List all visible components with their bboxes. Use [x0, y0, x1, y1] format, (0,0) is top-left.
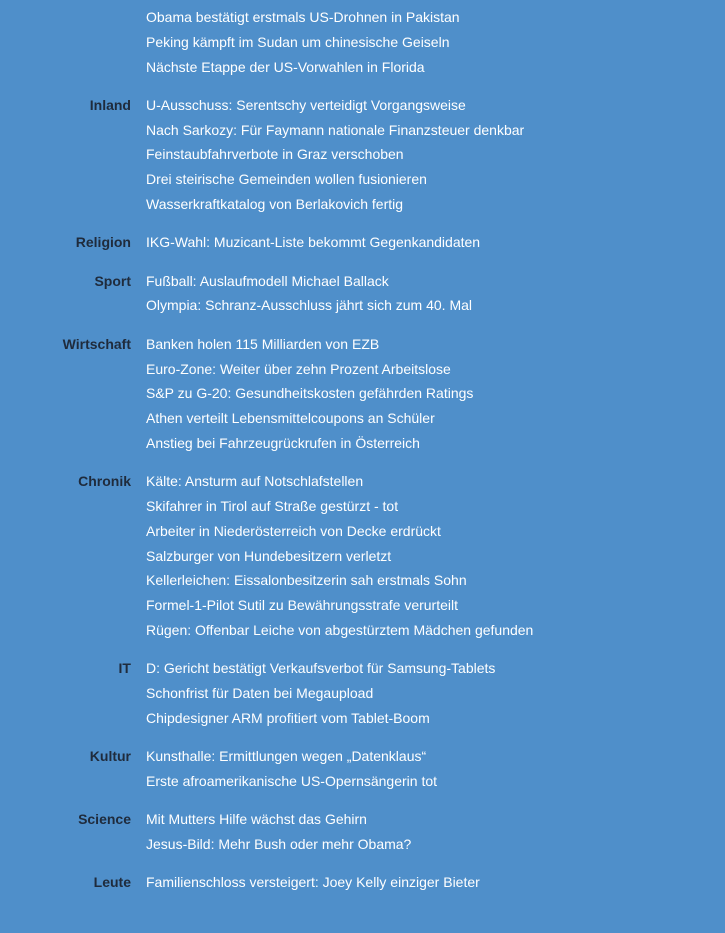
headline-list [146, 870, 725, 895]
news-section [0, 807, 725, 857]
news-section [0, 230, 725, 255]
headline-link[interactable]: Peking kämpft im Sudan um chinesische Geiseln [146, 33, 450, 50]
headline-link[interactable]: Jesus-Bild: Mehr Bush oder mehr Obama? [146, 836, 412, 853]
headline-link[interactable]: Salzburger von Hundebesitzern verletzt [146, 547, 392, 564]
headline-link[interactable]: Drei steirische Gemeinden wollen fusionieren [146, 171, 427, 188]
headline-list [146, 93, 725, 217]
headline-link[interactable]: Rügen: Offenbar Leiche von abgestürztem Mädchen gefunden [146, 622, 534, 639]
section-category-label: Religion [75, 234, 131, 251]
headline-list [146, 5, 725, 79]
headline-link[interactable]: Skifahrer in Tirol auf Straße gestürzt - tot [146, 498, 399, 515]
headline-link[interactable]: Nach Sarkozy: Für Faymann nationale Finanzsteuer denkbar [146, 121, 525, 138]
headline-list [146, 656, 725, 730]
headline-link[interactable]: Familienschloss versteigert: Joey Kelly einziger Bieter [146, 874, 480, 891]
news-section [0, 93, 725, 217]
headline-link[interactable]: Erste afroamerikanische US-Opernsängerin tot [146, 773, 438, 790]
section-category-label: Kultur [89, 748, 131, 765]
headline-link[interactable]: Arbeiter in Niederösterreich von Decke erdrückt [146, 522, 441, 539]
headline-link[interactable]: Wasserkraftkatalog von Berlakovich fertig [146, 196, 404, 213]
headline-link[interactable]: Chipdesigner ARM profitiert vom Tablet-Boom [146, 709, 430, 726]
headline-link[interactable]: Anstieg bei Fahrzeugrückrufen in Österreich [146, 434, 420, 451]
headline-link[interactable]: Kälte: Ansturm auf Notschlafstellen [146, 473, 364, 490]
section-category-label: Chronik [78, 473, 131, 490]
headline-link[interactable]: Kellerleichen: Eissalonbesitzerin sah erstmals Sohn [146, 572, 467, 589]
section-category-label: Sport [94, 272, 131, 289]
section-category-label: Leute [93, 874, 131, 891]
news-section [0, 469, 725, 643]
headline-link[interactable]: Kunsthalle: Ermittlungen wegen „Datenklaus“ [146, 748, 427, 765]
headline-link[interactable]: Schonfrist für Daten bei Megaupload [146, 685, 374, 702]
headline-list [146, 269, 725, 319]
headline-link[interactable]: Banken holen 115 Milliarden von EZB [146, 335, 380, 352]
section-category-label [0, 5, 131, 30]
news-section [0, 870, 725, 895]
headline-link[interactable]: Obama bestätigt erstmals US-Drohnen in Pakistan [146, 9, 460, 25]
headline-link[interactable]: Fußball: Auslaufmodell Michael Ballack [146, 272, 389, 289]
headline-list [146, 744, 725, 794]
headline-link[interactable]: Formel-1-Pilot Sutil zu Bewährungsstrafe verurteilt [146, 597, 459, 614]
headline-link[interactable]: S&P zu G-20: Gesundheitskosten gefährden Ratings [146, 385, 474, 402]
section-category-label: Science [78, 811, 131, 828]
headline-link[interactable]: D: Gericht bestätigt Verkaufsverbot für Samsung-Tablets [146, 660, 496, 677]
headline-list [146, 807, 725, 857]
headline-link[interactable]: Olympia: Schranz-Ausschluss jährt sich zum 40. Mal [146, 297, 472, 314]
headline-link[interactable]: Feinstaubfahrverbote in Graz verschoben [146, 146, 404, 163]
news-section [0, 332, 725, 456]
section-category-label: Wirtschaft [62, 335, 131, 352]
news-section [0, 744, 725, 794]
headline-list [146, 230, 725, 255]
headline-link[interactable]: U-Ausschuss: Serentschy verteidigt Vorgangsweise [146, 96, 466, 113]
headline-list [146, 469, 725, 643]
section-category-label: Inland [89, 96, 131, 113]
headline-link[interactable]: Euro-Zone: Weiter über zehn Prozent Arbeitslose [146, 360, 451, 377]
section-category-label: IT [118, 660, 131, 677]
news-section [0, 656, 725, 730]
news-section [0, 269, 725, 319]
headline-link[interactable]: Nächste Etappe der US-Vorwahlen in Florida [146, 58, 425, 75]
headline-list [146, 332, 725, 456]
headline-link[interactable]: IKG-Wahl: Muzicant-Liste bekommt Gegenkandidaten [146, 234, 481, 251]
headline-link[interactable]: Mit Mutters Hilfe wächst das Gehirn [146, 811, 367, 828]
news-section [0, 5, 725, 79]
headline-link[interactable]: Athen verteilt Lebensmittelcoupons an Schüler [146, 410, 435, 427]
